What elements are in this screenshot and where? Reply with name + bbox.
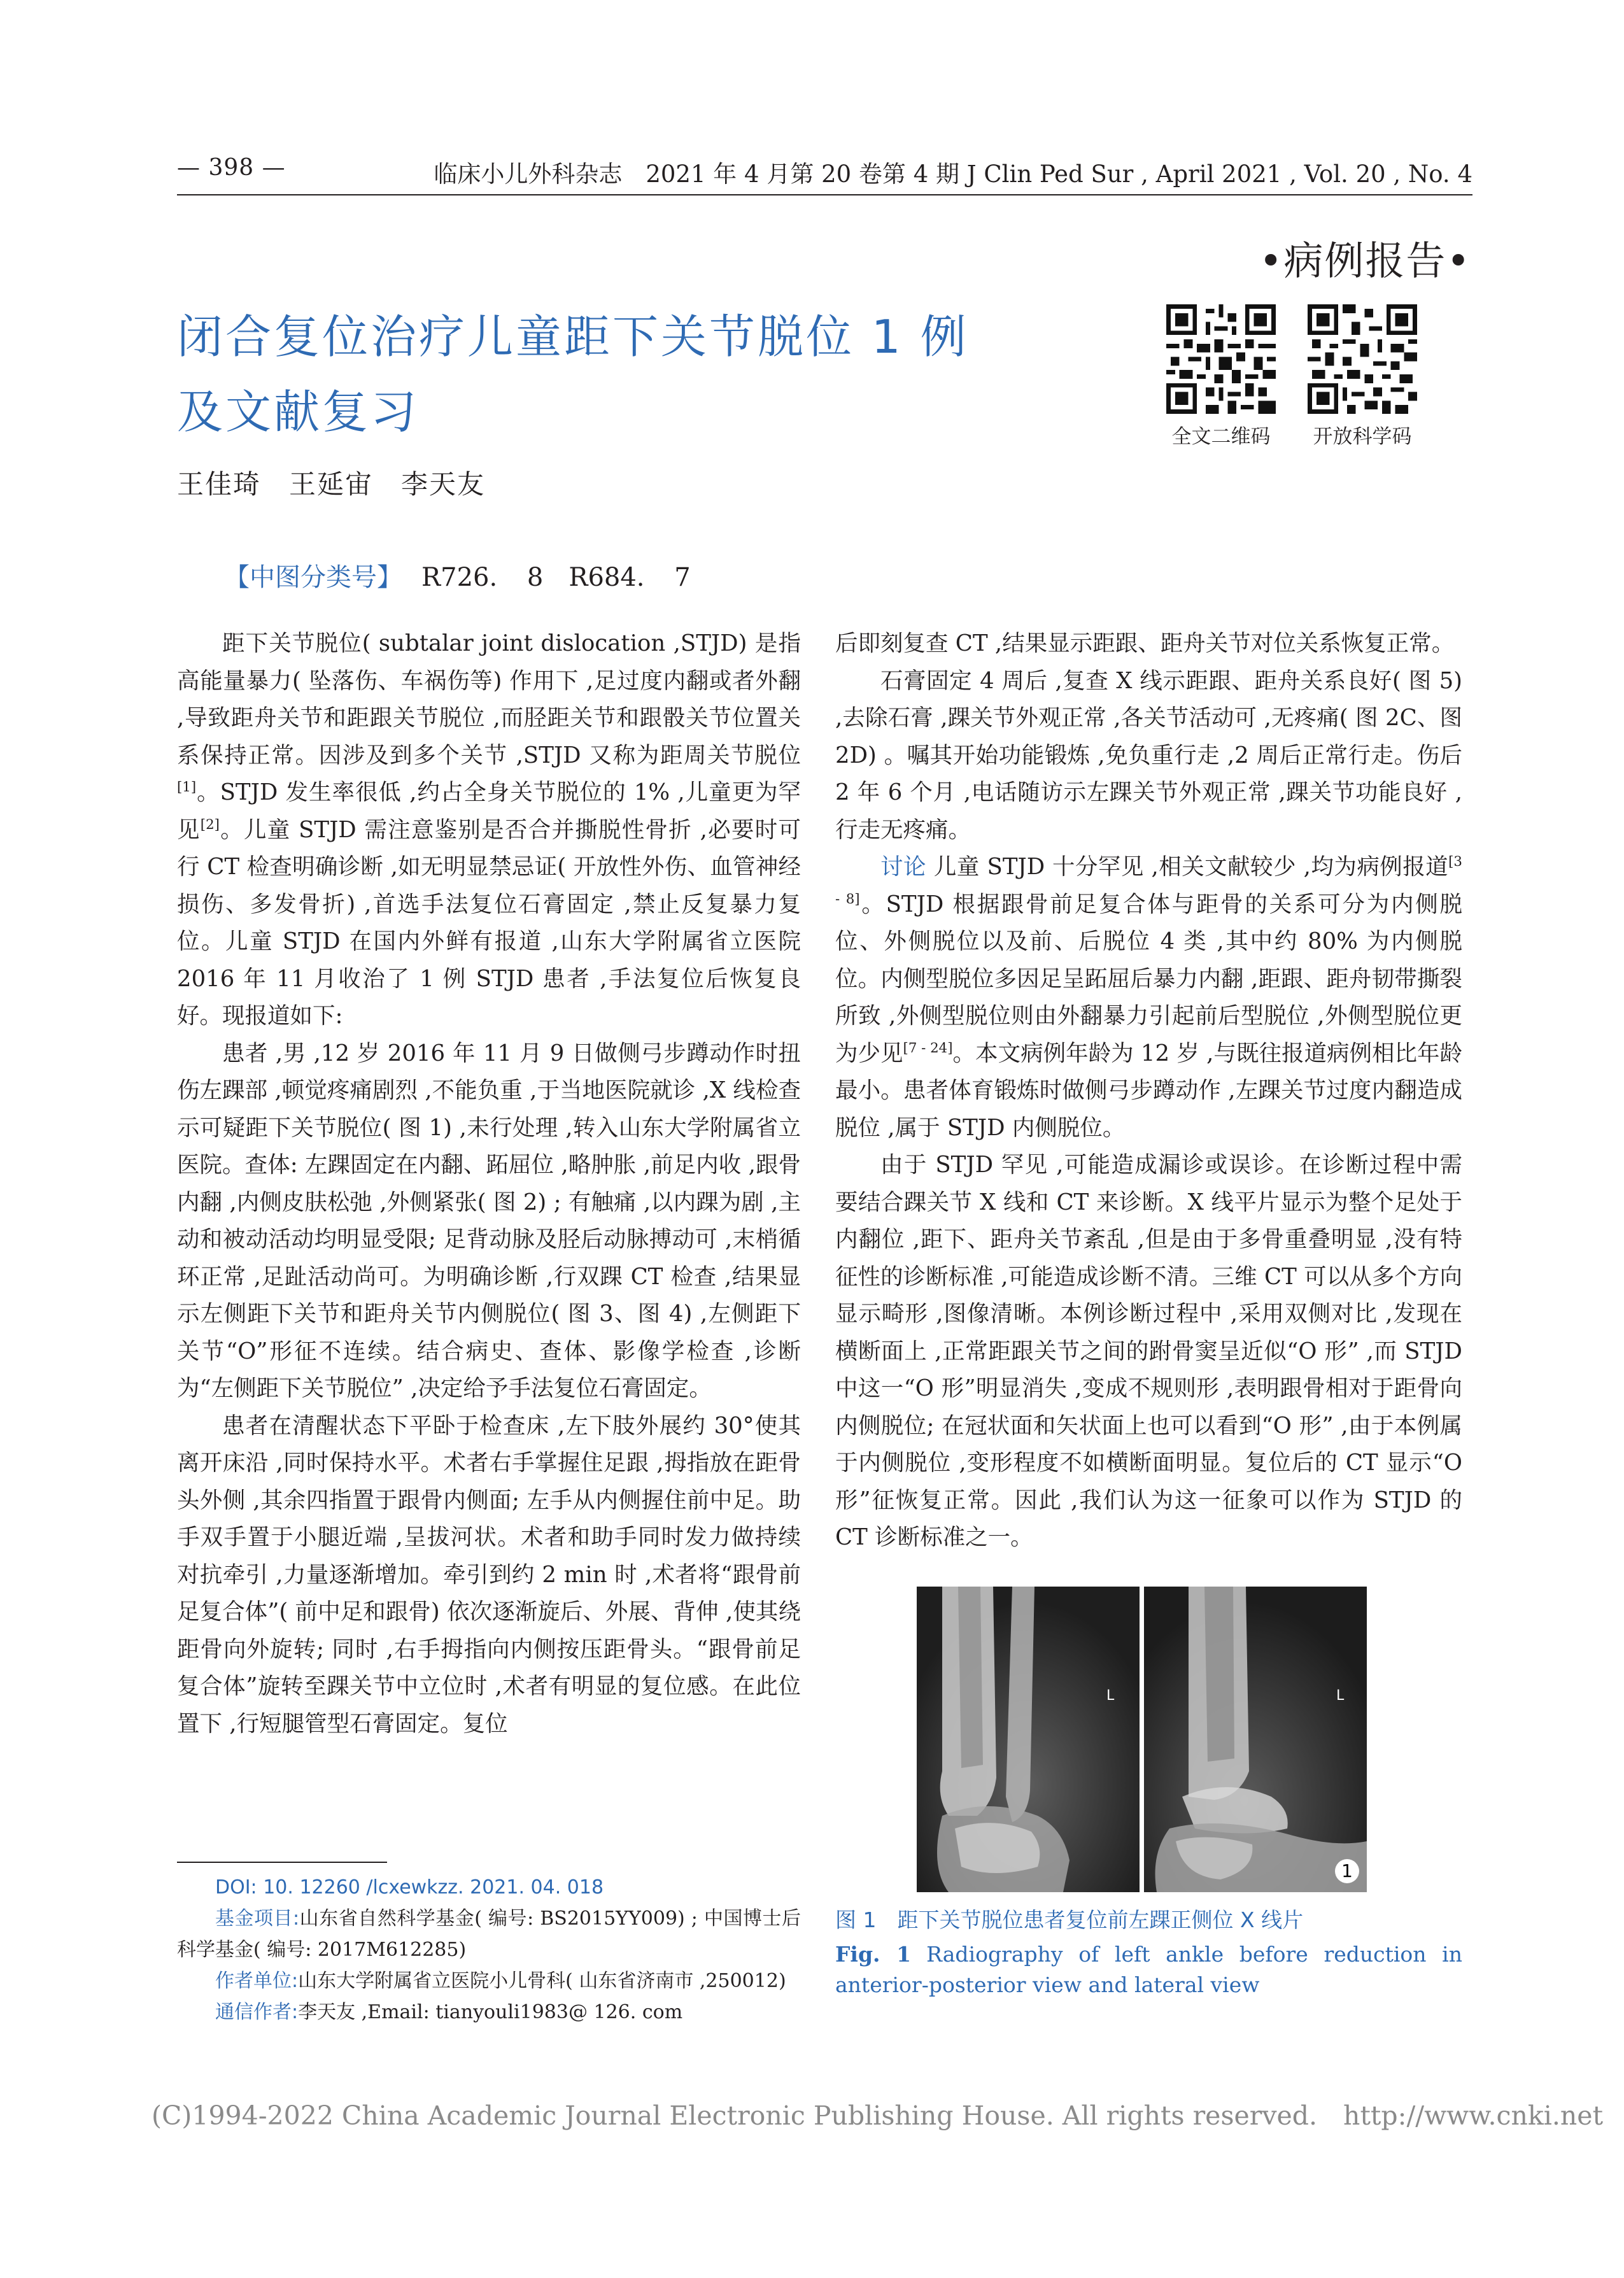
citation[interactable]: [1] <box>177 779 197 796</box>
classification-number <box>224 557 691 593</box>
title-line-2: 及文献复习 <box>177 385 420 439</box>
discussion-label: 讨论 <box>880 854 926 880</box>
title-line-1: 闭合复位治疗儿童距下关节脱位 1 例 <box>177 310 969 364</box>
right-column <box>835 625 1462 1557</box>
procedure-paragraph: 患者在清醒状态下平卧于检查床 ,左下肢外展约 30°使其离开床沿 ,同时保持水平。术者右手掌握住足跟 ,拇指放在距骨头外侧 ,其余四指置于跟骨内侧面; 左手从内侧握住前中足。助手双手置于小腿近端 ,呈拔河状。术者和助手同时发力做持续对抗牵引 ,力量逐渐增加。牵引到约 2 min 时 ,术者将“跟骨前足复合体”( 前中足和跟骨) 依次逐渐旋后、外展、背伸 ,使其绕距骨向外旋转; 同时 ,右手拇指向内侧按压距骨头。“跟骨前足复合体”旋转至踝关节中立位时 ,术者有明显的复位感。在此位置下 ,行短腿管型石膏固定。复位 <box>177 1412 801 1737</box>
citation[interactable]: [7 - 24] <box>903 1040 953 1056</box>
classification-value: R726. 8 R684. 7 <box>421 563 691 592</box>
fulltext-qr-code[interactable] <box>1166 304 1276 414</box>
follow-up-paragraph: 石膏固定 4 周后 ,复查 X 线示距跟、距舟关系良好( 图 5) ,去除石膏 ,踝关节外观正常 ,各关节活动可 ,无疼痛( 图 2C、图 2D) 。嘱其开始功能锻炼 ,免负重行走 ,2 周后正常行走。伤后 2 年 6 个月 ,电话随访示左踝关节外观正常 ,踝关节功能良好 ,行走无疼痛。 <box>835 667 1462 843</box>
open-science-qr-code[interactable] <box>1308 304 1417 414</box>
xray-lateral-view <box>1144 1587 1367 1892</box>
funding-note: 基金项目:山东省自然科学基金( 编号: BS2015YY009) ; 中国博士后科学基金( 编号: 2017M612285) <box>177 1907 801 1961</box>
citation[interactable]: [2] <box>200 816 220 833</box>
author-list: 王佳琦 王延宙 李天友 <box>177 469 486 500</box>
xray-ap-image <box>917 1587 1140 1892</box>
copyright-notice: (C)1994-2022 China Academic Journal Electronic Publishing House. All rights reserved. http://www.cnki.net <box>152 2100 1604 2131</box>
figure-badge: 1 <box>1335 1859 1359 1883</box>
figure-caption-chinese: 图 1 距下关节脱位患者复位前左踝正侧位 X 线片 <box>835 1907 1304 1932</box>
procedure-continued-paragraph: 后即刻复查 CT ,结果显示距跟、距舟关节对位关系恢复正常。 <box>835 630 1455 656</box>
left-column <box>177 625 801 1743</box>
section-label: •病例报告• <box>1259 237 1471 284</box>
intro-paragraph: 距下关节脱位( subtalar joint dislocation ,STJD) 是指高能量暴力( 坠落伤、车祸伤等) 作用下 ,足过度内翻或者外翻 ,导致距舟关节和距跟关节脱位 ,而胫距关节和跟骰关节位置关系保持正常。因涉及到多个关节 ,STJD 又称为距周关节脱位[1]。STJD 发生率很低 ,约占全身关节脱位的 1% ,儿童更为罕见[2]。儿童 STJD 需注意鉴别是否合并撕脱性骨折 ,必要时可行 CT 检查明确诊断 ,如无明显禁忌证( 开放性外伤、血管神经损伤、多发骨折) ,首选手法复位石膏固定 ,禁止反复暴力复位。儿童 STJD 在国内外鲜有报道 ,山东大学附属省立医院 2016 年 11 月收治了 1 例 STJD 患者 ,手法复位后恢复良好。现报道如下: <box>177 630 801 1029</box>
header-rule <box>177 194 1472 195</box>
diagnosis-paragraph: 由于 STJD 罕见 ,可能造成漏诊或误诊。在诊断过程中需要结合踝关节 X 线和 CT 来诊断。X 线平片显示为整个足处于内翻位 ,距下、距舟关节紊乱 ,但是由于多骨重叠明显 ,没有特征性的诊断标准 ,可能造成诊断不清。三维 CT 可以从多个方向显示畸形 ,图像清晰。本例诊断过程中 ,采用双侧对比 ,发现在横断面上 ,正常距跟关节之间的跗骨窦呈近似“O 形” ,而 STJD 中这一“O 形”明显消失 ,变成不规则形 ,表明跟骨相对于距骨向内侧脱位; 在冠状面和矢状面上也可以看到“O 形” ,由于本例属于内侧脱位 ,变形程度不如横断面明显。复位后的 CT 显示“O 形”征恢复正常。因此 ,我们认为这一征象可以作为 STJD 的 CT 诊断标准之一。 <box>835 1152 1462 1550</box>
footnotes <box>177 1872 801 2028</box>
discussion-paragraph: 讨论 儿童 STJD 十分罕见 ,相关文献较少 ,均为病例报道[3 - 8]。STJD 根据跟骨前足复合体与距骨的关系可分为内侧脱位、外侧脱位以及前、后脱位 4 类 ,其中约 80% 为内侧脱位。内侧型脱位多因足呈跖屈后暴力内翻 ,距跟、距舟韧带撕裂所致 ,外侧型脱位则由外翻暴力引起前后型脱位 ,外侧型脱位更为少见[7 - 24]。本文病例年龄为 12 岁 ,与既往报道病例相比年龄最小。患者体育锻炼时做侧弓步蹲动作 ,左踝关节过度内翻造成脱位 ,属于 STJD 内侧脱位。 <box>835 854 1463 1141</box>
open-science-qr-caption: 开放科学码 <box>1313 425 1412 448</box>
xray-lateral-image <box>1144 1587 1367 1892</box>
running-head: 临床小儿外科杂志 2021 年 4 月第 20 卷第 4 期 J Clin Ped Sur , April 2021 , Vol. 20 , No. 4 <box>434 160 1472 188</box>
corresponding-author-note: 通信作者:李天友 ,Email: tianyouli1983@ 126. com <box>215 2001 683 2023</box>
article-title <box>177 299 1005 449</box>
page-number: — 398 — <box>177 155 286 181</box>
side-marker: L <box>1106 1688 1115 1704</box>
footnote-rule <box>177 1862 387 1863</box>
figure-label: Fig. 1 <box>835 1942 912 1967</box>
case-paragraph: 患者 ,男 ,12 岁 2016 年 11 月 9 日做侧弓步蹲动作时扭伤左踝部 ,顿觉疼痛剧烈 ,不能负重 ,于当地医院就诊 ,X 线检查示可疑距下关节脱位( 图 1) ,未行处理 ,转入山东大学附属省立医院。查体: 左踝固定在内翻、跖屈位 ,略肿胀 ,前足内收 ,跟骨内翻 ,内侧皮肤松弛 ,外侧紧张( 图 2) ; 有触痛 ,以内踝为剧 ,主动和被动活动均明显受限; 足背动脉及胫后动脉搏动可 ,末梢循环正常 ,足趾活动尚可。为明确诊断 ,行双踝 CT 检查 ,结果显示左侧距下关节和距舟关节内侧脱位( 图 3、图 4) ,左侧距下关节“O”形征不连续。结合病史、查体、影像学检查 ,诊断为“左侧距下关节脱位” ,决定给予手法复位石膏固定。 <box>177 1040 801 1401</box>
doi[interactable]: DOI: 10. 12260 /lcxewkzz. 2021. 04. 018 <box>215 1876 604 1899</box>
classification-label: 【中图分类号】 <box>224 563 402 592</box>
figure-caption-english: Fig. 1 Radiography of left ankle before reduction in anterior-posterior view and lateral view <box>835 1942 1462 1997</box>
figure-caption <box>835 1905 1462 2000</box>
affiliation-note: 作者单位:山东大学附属省立医院小儿骨科( 山东省济南市 ,250012) <box>215 1970 786 1992</box>
xray-anteroposterior-view <box>917 1587 1140 1892</box>
citation[interactable]: [3 - 8] <box>835 854 1462 907</box>
side-marker: L <box>1336 1688 1345 1704</box>
fulltext-qr-caption: 全文二维码 <box>1171 425 1271 448</box>
